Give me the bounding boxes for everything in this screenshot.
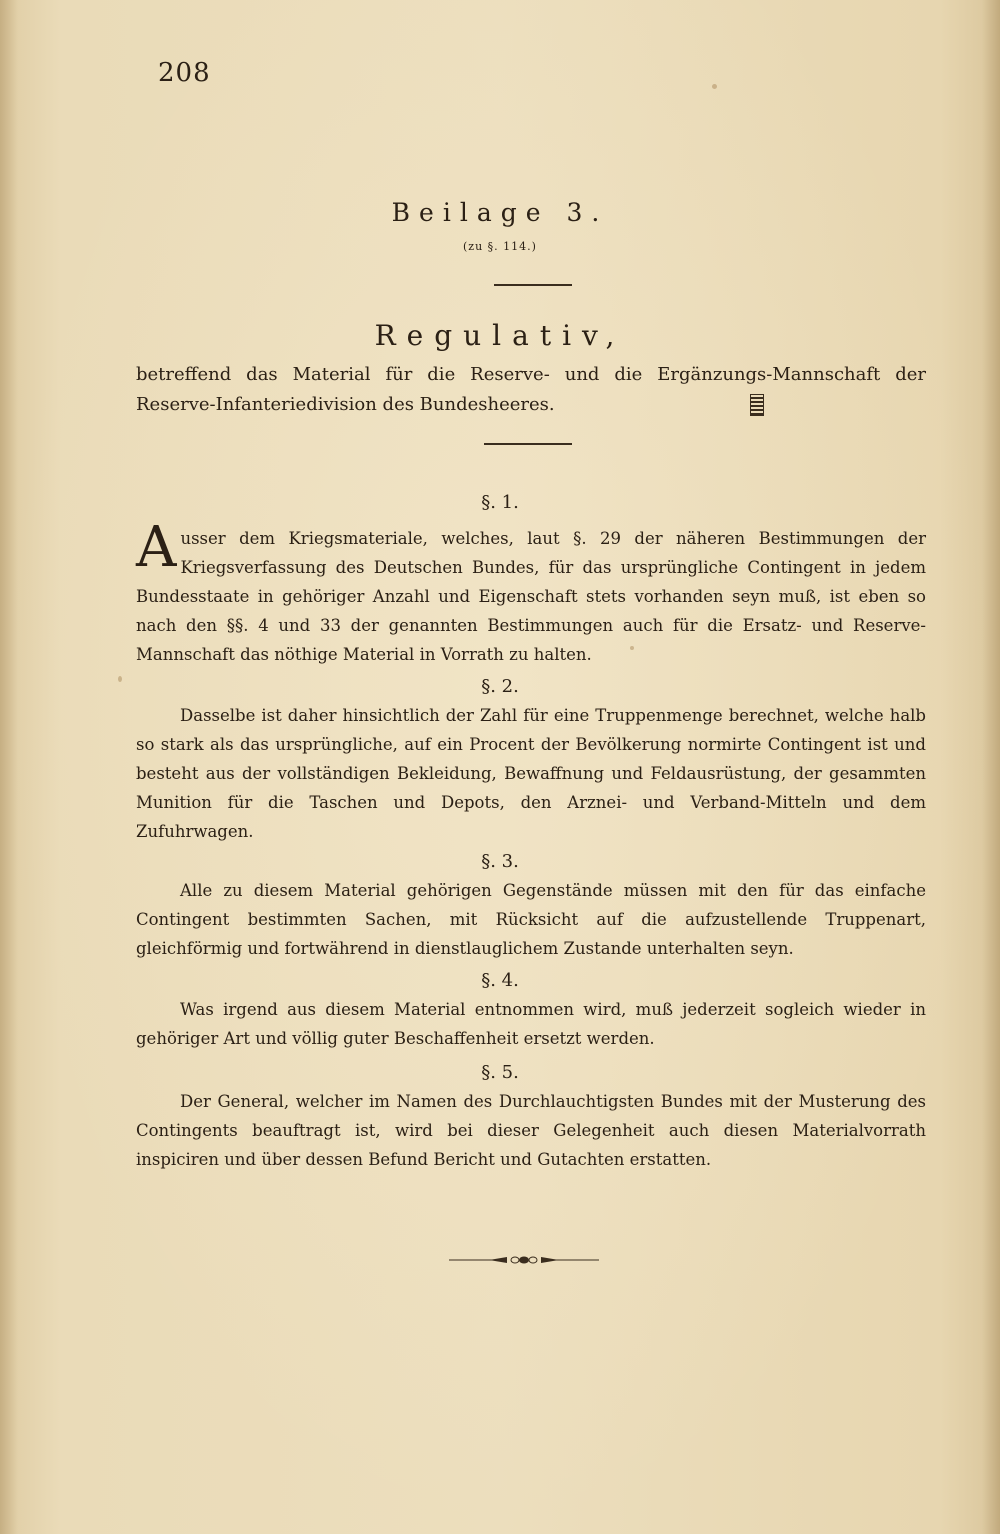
section-4-text: Was irgend aus diesem Material entnommen wird, muß jederzeit sogleich wieder in gehöriger Art und völlig guter Beschaffenheit ersetzt werden. [136, 1000, 926, 1048]
section-2-text: Dasselbe ist daher hinsichtlich der Zahl für eine Truppenmenge berechnet, welche halb so stark als das ursprüngliche, auf ein Procent der Bevölkerung normirte Contingent ist und besteht aus der vollständigen Bekleidung, Bewaffnung und Feldausrüstung, der gesammten Munition für die Taschen und Depots, den Arznei- und Verband-Mitteln und dem Zufuhrwagen. [136, 706, 926, 841]
end-ornament [449, 1255, 599, 1265]
supplement-title: Beilage 3. [391, 198, 609, 227]
section-1-body: usser dem Kriegsmateriale, welches, laut §. 29 der näheren Bestimmungen der Kriegsverfassung des Deutschen Bundes, für das ursprüngliche Contingent in jedem Bundesstaate in gehöriger Anzahl und Eigenschaft stets vorhanden seyn muß, ist eben so nach den §§. 4 und 33 der genannten Bestimmungen auch für die Ersatz- und Reserve-Mannschaft das nöthige Material in Vorrath zu halten. [136, 529, 926, 664]
drop-capital: A [136, 515, 177, 580]
section-5-heading: §. 5. [481, 1062, 519, 1083]
right-edge-shading [982, 0, 1000, 1534]
page-number: 208 [158, 58, 211, 88]
supplement-reference: (zu §. 114.) [463, 240, 537, 253]
section-2-heading: §. 2. [481, 676, 519, 697]
section-3-heading: §. 3. [481, 851, 519, 872]
section-1-heading: §. 1. [481, 492, 519, 513]
title-divider [494, 284, 572, 286]
printer-mark [750, 394, 764, 416]
regulation-title: Regulativ, [374, 319, 626, 352]
section-1-text [136, 515, 926, 669]
section-3-text: Alle zu diesem Material gehörigen Gegenstände müssen mit den für das einfache Contingent bestimmten Sachen, mit Rücksicht auf die aufzustellende Truppenart, gleichförmig und fortwährend in dienstlauglichem Zustande unterhalten seyn. [136, 881, 926, 958]
section-4-heading: §. 4. [481, 970, 519, 991]
foxing-spot [712, 84, 717, 89]
regulation-subtitle: betreffend das Material für die Reserve- und die Ergänzungs-Mannschaft der Reserve-Infanteriedivision des Bundesheeres. [136, 364, 926, 415]
subtitle-divider [484, 443, 572, 445]
left-edge-shading [0, 0, 18, 1534]
section-5-text: Der General, welcher im Namen des Durchlauchtigsten Bundes mit der Musterung des Contingents beauftragt ist, wird bei dieser Gelegenheit auch diesen Materialvorrath inspiciren und über dessen Befund Bericht und Gutachten erstatten. [136, 1092, 926, 1169]
